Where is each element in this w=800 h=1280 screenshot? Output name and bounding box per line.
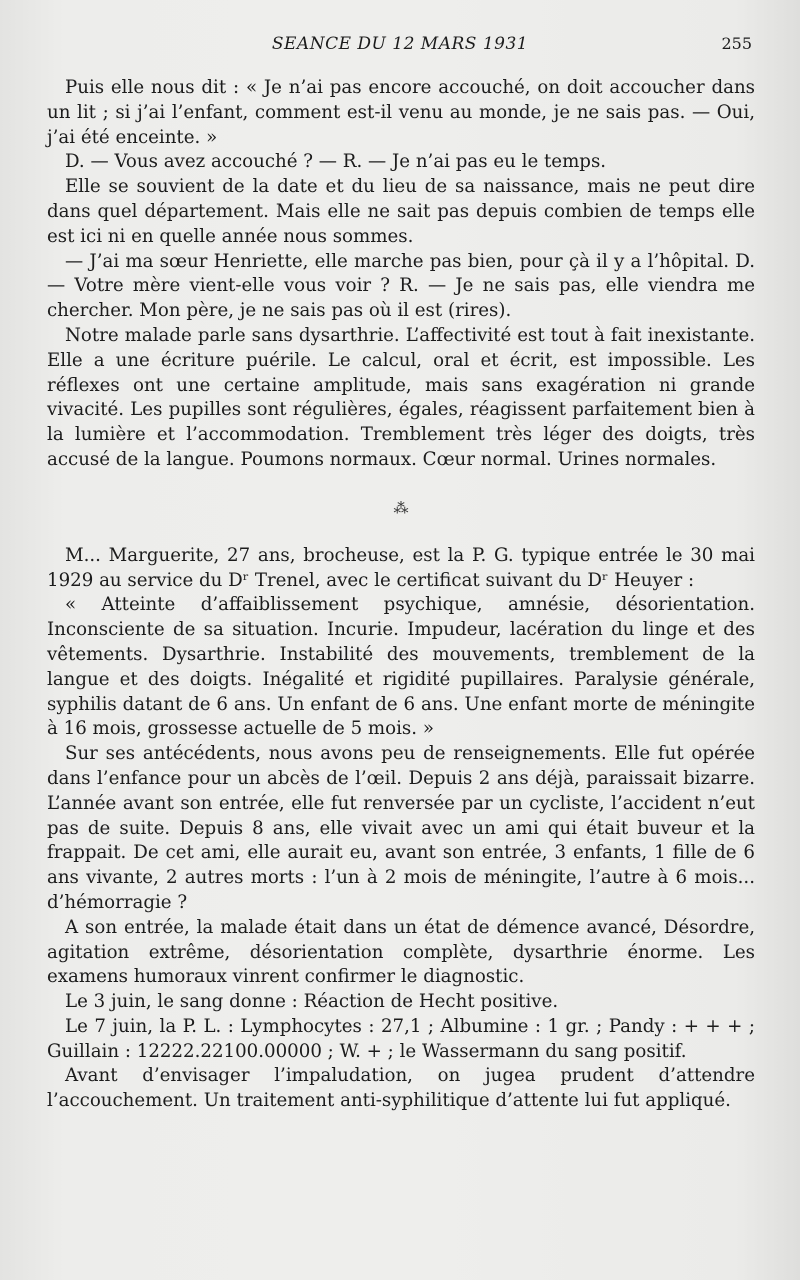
asterism-separator: ⁂	[393, 498, 409, 517]
page-header	[44, 34, 756, 58]
paragraph: Notre malade parle sans dysarthrie. L’affectivité est tout à fait inexistante. Elle a une écriture puérile. Le calcul, oral et écrit, est impossible. Les réflexes ont une certaine amplitude, mais sans exagération ni grande vivacité. Les pupilles sont régulières, égales, réagissent parfaitement bien à la lumière et l’accommodation. Tremblement très léger des doigts, très accusé de la langue. Poumons normaux. Cœur normal. Urines normales.	[47, 324, 755, 470]
paragraph: Elle se souvient de la date et du lieu de sa naissance, mais ne peut dire dans quel département. Mais elle ne sait pas depuis combien de temps elle est ici ni en quelle année nous sommes.	[47, 176, 755, 247]
paragraph: Le 7 juin, la P. L. : Lymphocytes : 27,1 ; Albumine : 1 gr. ; Pandy : + + + ; Guillain : 12222.22100.00000 ; W. + ; le Wassermann du sang positif.	[47, 1015, 755, 1062]
paragraph: Puis elle nous dit : « Je n’ai pas encore accouché, on doit accoucher dans un lit ; si j’ai l’enfant, comment est-il venu au monde, je ne sais pas. — Oui, j’ai été enceinte. »	[47, 77, 755, 148]
paragraph: A son entrée, la malade était dans un état de démence avancé, Désordre, agitation extrême, désorientation complète, dysarthrie énorme. Les examens humoraux vinrent confirmer le diagnostic.	[47, 916, 755, 988]
paragraph: Avant d’envisager l’impaludation, on jugea prudent d’attendre l’accouchement. Un traitement anti-syphilitique d’attente lui fut appliqué.	[47, 1065, 755, 1112]
running-head: SEANCE DU 12 MARS 1931	[271, 34, 529, 54]
paragraph: Sur ses antécédents, nous avons peu de renseignements. Elle fut opérée dans l’enfance pour un abcès de l’œil. Depuis 2 ans déjà, paraissait bizarre. L’année avant son entrée, elle fut renversée par un cycliste, l’accident n’eut pas de suite. Depuis 8 ans, elle vivait avec un ami qui était buveur et la frappait. De cet ami, elle aurait eu, avant son entrée, 3 enfants, 1 fille de 6 ans vivante, 2 autres morts : l’un à 2 mois de méningite, l’autre à 6 mois... d’hémorragie ?	[47, 743, 755, 913]
paragraph: D. — Vous avez accouché ? — R. — Je n’ai pas eu le temps.	[65, 151, 607, 173]
page-body	[47, 76, 755, 1114]
certificate-quote: « Atteinte d’affaiblissement psychique, amnésie, désorientation. Inconsciente de sa situation. Incurie. Impudeur, lacération du linge et des vêtements. Dysarthrie. Instabilité des mouvements, tremblement de la langue et des doigts. Inégalité et rigidité pupillaires. Paralysie générale, syphilis datant de 6 ans. Un enfant de 6 ans. Une enfant morte de méningite à 16 mois, grossesse actuelle de 5 mois. »	[47, 594, 755, 740]
page-number: 255	[721, 34, 752, 53]
paragraph: Le 3 juin, le sang donne : Réaction de Hecht positive.	[65, 991, 559, 1013]
paragraph: M... Marguerite, 27 ans, brocheuse, est la P. G. typique entrée le 30 mai 1929 au service du Dʳ Trenel, avec le certificat suivant du Dʳ Heuyer :	[47, 544, 755, 591]
paragraph: — J’ai ma sœur Henriette, elle marche pas bien, pour çà il y a l’hôpital. D. — Votre mère vient-elle vous voir ? R. — Je ne sais pas, elle viendra me chercher. Mon père, je ne sais pas où il est (rires).	[47, 250, 755, 322]
